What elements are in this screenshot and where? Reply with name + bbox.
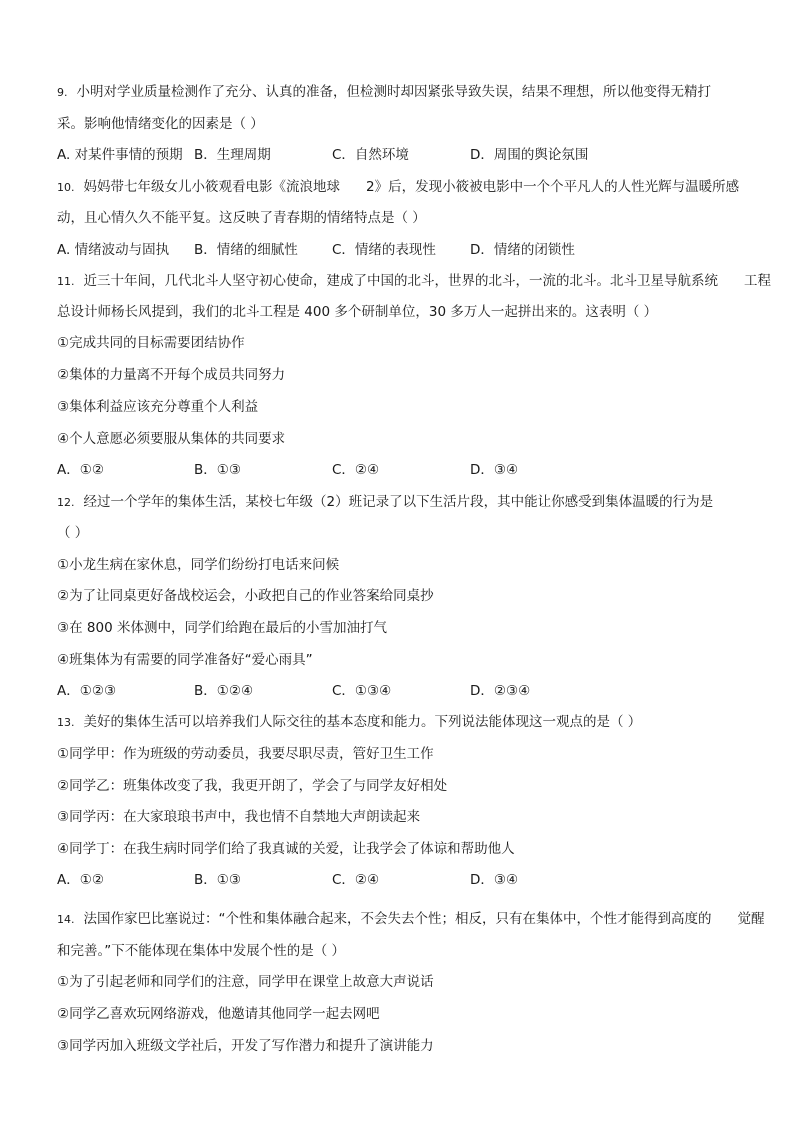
statement-text: ②同学乙喜欢玩网络游戏，他邀请其他同学一起去网吧 bbox=[57, 1006, 380, 1022]
statement-text: ④班集体为有需要的同学准备好“爱心雨具” bbox=[57, 652, 313, 668]
statement-2 bbox=[57, 586, 747, 606]
statement-3 bbox=[57, 397, 747, 417]
statement-text: ①为了引起老师和同学们的注意，同学甲在课堂上故意大声说话 bbox=[57, 974, 434, 990]
statement-text: ②集体的力量离不开每个成员共同努力 bbox=[57, 367, 286, 383]
statement-1 bbox=[57, 972, 747, 992]
question-10-stem-line-2 bbox=[57, 208, 747, 228]
question-10-options bbox=[57, 240, 747, 260]
question-text: 小明对学业质量检测作了充分、认真的准备，但检测时却因紧张导致失误，结果不理想，所以他变得无精打 bbox=[76, 84, 711, 100]
statement-text: ④同学丁：在我生病时同学们给了我真诚的关爱，让我学会了体谅和帮助他人 bbox=[57, 841, 515, 857]
option-a: A. 对某件事情的预期 bbox=[57, 147, 183, 163]
option-d: D．③④ bbox=[470, 462, 519, 478]
option-c: C．情绪的表现性 bbox=[332, 242, 436, 258]
question-13-stem-line-1 bbox=[57, 712, 747, 733]
question-12-options bbox=[57, 681, 747, 701]
question-text: 和完善。”下不能体现在集体中发展个性的是（ ） bbox=[57, 943, 346, 959]
statement-2 bbox=[57, 1004, 747, 1024]
question-12-stem-line-1 bbox=[57, 492, 747, 513]
question-text: 工程 bbox=[744, 273, 771, 289]
option-a: A．①②③ bbox=[57, 683, 117, 699]
statement-3 bbox=[57, 807, 747, 827]
statement-text: ③同学丙：在大家琅琅书声中，我也情不自禁地大声朗读起来 bbox=[57, 809, 421, 825]
option-c: C．自然环境 bbox=[332, 147, 409, 163]
question-number: 14. bbox=[57, 913, 75, 926]
question-11-stem-line-2 bbox=[57, 302, 747, 322]
option-c: C．①③④ bbox=[332, 683, 392, 699]
option-a: A. 情绪波动与固执 bbox=[57, 242, 170, 258]
question-12-stem-line-2 bbox=[57, 523, 747, 543]
statement-1 bbox=[57, 333, 747, 353]
question-number: 12. bbox=[57, 496, 75, 509]
question-text: 经过一个学年的集体生活，某校七年级（2）班记录了以下生活片段，其中能让你感受到集体温暖的行为是 bbox=[83, 494, 714, 510]
statement-2 bbox=[57, 365, 747, 385]
option-b: B．①③ bbox=[194, 462, 241, 478]
option-d: D．③④ bbox=[470, 872, 519, 888]
question-number: 10. bbox=[57, 181, 75, 194]
statement-text: ③在 800 米体测中，同学们给跑在最后的小雪加油打气 bbox=[57, 620, 387, 636]
option-a: A．①② bbox=[57, 872, 104, 888]
question-11-stem-line-1 bbox=[57, 271, 771, 292]
question-text: 觉醒 bbox=[737, 911, 765, 927]
question-9-stem-line-1 bbox=[57, 82, 747, 103]
question-13-options bbox=[57, 870, 747, 890]
statement-1 bbox=[57, 744, 747, 764]
question-text: 美好的集体生活可以培养我们人际交往的基本态度和能力。下列说法能体现这一观点的是（ ） bbox=[83, 714, 642, 730]
question-text: 采。影响他情绪变化的因素是（ ） bbox=[57, 116, 264, 132]
statement-3 bbox=[57, 618, 747, 638]
option-b: B．①②④ bbox=[194, 683, 254, 699]
statement-text: ③集体利益应该充分尊重个人利益 bbox=[57, 399, 259, 415]
question-text: 2》后，发现小筱被电影中一个个平凡人的人性光辉与温暖所感 bbox=[366, 179, 740, 195]
option-b: B．生理周期 bbox=[194, 147, 271, 163]
question-text: 总设计师杨长风提到，我们的北斗工程是 400 多个研制单位，30 多万人一起拼出来的。这表明（ ） bbox=[57, 304, 658, 320]
statement-text: ①完成共同的目标需要团结协作 bbox=[57, 335, 245, 351]
question-9-stem-line-2 bbox=[57, 114, 747, 134]
statement-3 bbox=[57, 1036, 747, 1056]
option-a: A．①② bbox=[57, 462, 104, 478]
statement-text: ③同学丙加入班级文学社后，开发了写作潜力和提升了演讲能力 bbox=[57, 1038, 434, 1054]
statement-2 bbox=[57, 776, 747, 796]
statement-4 bbox=[57, 429, 747, 449]
option-b: B．情绪的细腻性 bbox=[194, 242, 298, 258]
question-text: 法国作家巴比塞说过：“个性和集体融合起来，不会失去个性；相反，只有在集体中，个性才能得到高度的 bbox=[83, 911, 712, 927]
question-number: 11. bbox=[57, 275, 75, 288]
question-text: 妈妈带七年级女儿小筱观看电影《流浪地球 bbox=[83, 179, 340, 195]
option-d: D．情绪的闭锁性 bbox=[470, 242, 575, 258]
statement-4 bbox=[57, 650, 747, 670]
option-c: C．②④ bbox=[332, 462, 380, 478]
option-d: D．周围的舆论氛围 bbox=[470, 147, 589, 163]
statement-text: ④个人意愿必须要服从集体的共同要求 bbox=[57, 431, 286, 447]
question-text: 近三十年间，几代北斗人坚守初心使命，建成了中国的北斗，世界的北斗，一流的北斗。北斗卫星导航系统 bbox=[83, 273, 718, 289]
question-11-options bbox=[57, 460, 747, 480]
question-9-options bbox=[57, 145, 747, 165]
question-number: 13. bbox=[57, 716, 75, 729]
statement-text: ②为了让同桌更好备战校运会，小政把自己的作业答案给同桌抄 bbox=[57, 588, 434, 604]
question-number: 9. bbox=[57, 86, 68, 99]
statement-text: ①同学甲：作为班级的劳动委员，我要尽职尽责，管好卫生工作 bbox=[57, 746, 434, 762]
option-b: B．①③ bbox=[194, 872, 241, 888]
statement-4 bbox=[57, 839, 747, 859]
option-d: D．②③④ bbox=[470, 683, 531, 699]
statement-text: ②同学乙：班集体改变了我，我更开朗了，学会了与同学友好相处 bbox=[57, 778, 448, 794]
option-c: C．②④ bbox=[332, 872, 380, 888]
statement-1 bbox=[57, 555, 747, 575]
question-text: 动，且心情久久不能平复。这反映了青春期的情绪特点是（ ） bbox=[57, 210, 426, 226]
question-10-stem-line-1 bbox=[57, 177, 747, 198]
statement-text: ①小龙生病在家休息，同学们纷纷打电话来问候 bbox=[57, 557, 340, 573]
question-text: （ ） bbox=[57, 525, 89, 541]
question-14-stem-line-1 bbox=[57, 909, 765, 930]
question-14-stem-line-2 bbox=[57, 941, 747, 961]
